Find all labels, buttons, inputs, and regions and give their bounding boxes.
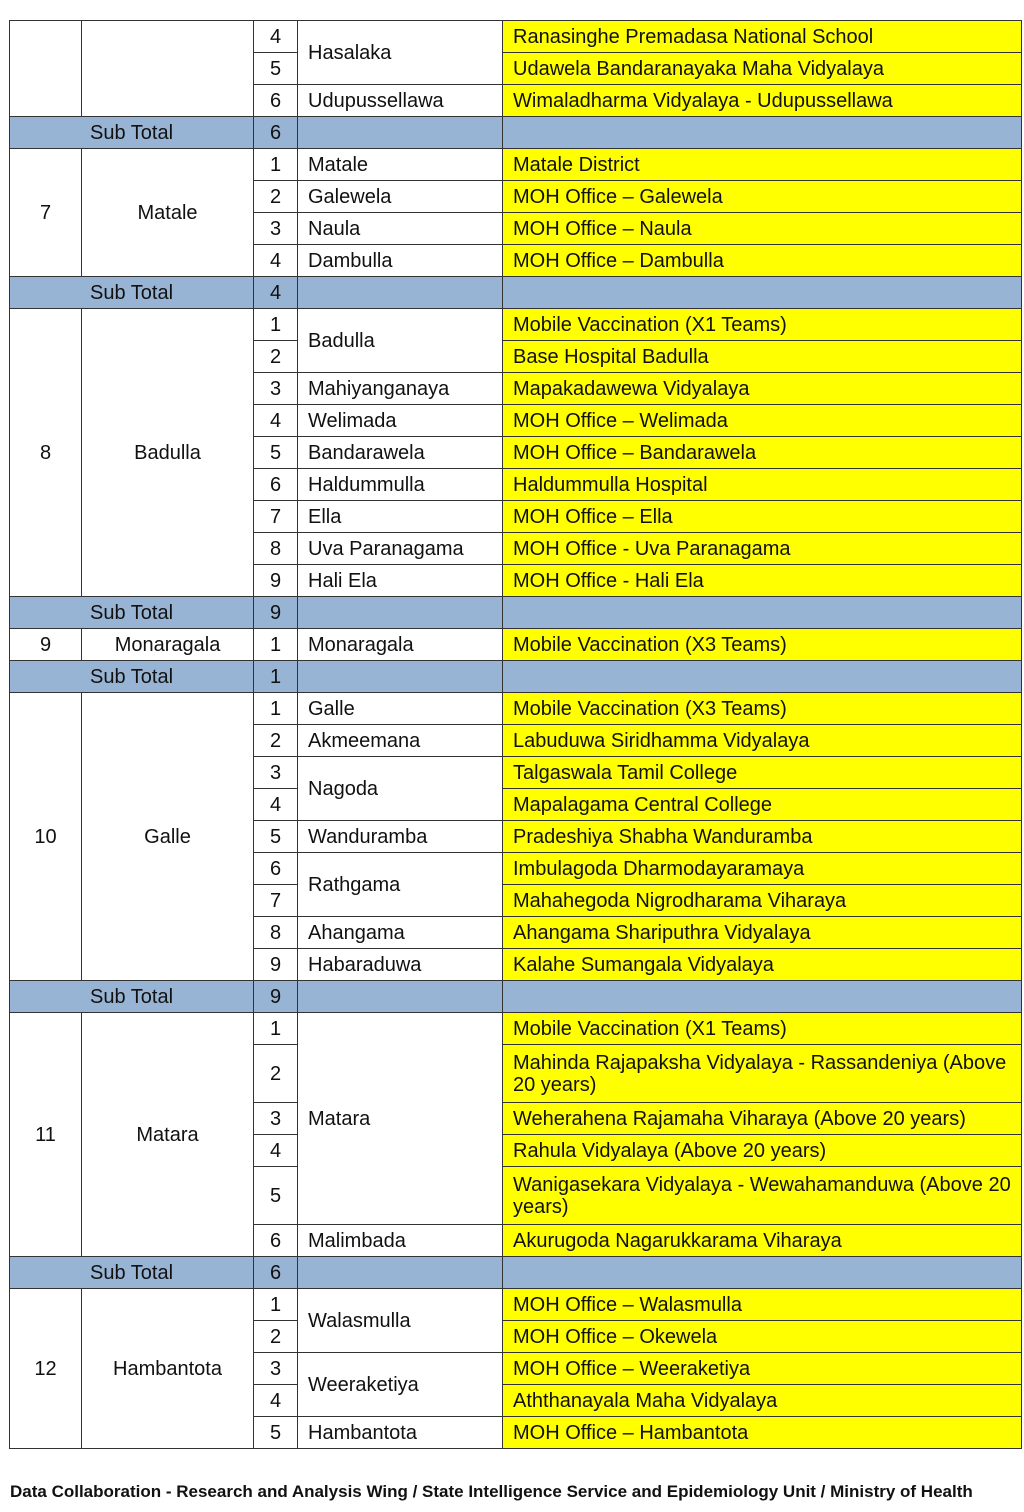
site-number: 2 (254, 1045, 298, 1103)
vaccination-location: Ahangama Shariputhra Vidyalaya (503, 917, 1022, 949)
district-number: 7 (10, 149, 82, 277)
vaccination-location: MOH Office – Dambulla (503, 245, 1022, 277)
table-row (10, 693, 1022, 725)
empty-cell (503, 597, 1022, 629)
empty-cell (503, 117, 1022, 149)
vaccination-location: Ranasinghe Premadasa National School (503, 21, 1022, 53)
vaccination-location: Mobile Vaccination (X1 Teams) (503, 309, 1022, 341)
site-number: 8 (254, 917, 298, 949)
site-number: 4 (254, 21, 298, 53)
district-number: 10 (10, 693, 82, 981)
vaccination-location: Matale District (503, 149, 1022, 181)
site-number: 6 (254, 85, 298, 117)
site-number: 4 (254, 789, 298, 821)
empty-cell (298, 277, 503, 309)
subtotal-row (10, 1257, 1022, 1289)
site-number: 5 (254, 1417, 298, 1449)
vaccination-location: MOH Office – Ella (503, 501, 1022, 533)
district-number: 12 (10, 1289, 82, 1449)
moh-area: Bandarawela (298, 437, 503, 469)
district-name (82, 21, 254, 117)
vaccination-location: Mobile Vaccination (X3 Teams) (503, 693, 1022, 725)
vaccination-location: MOH Office – Weeraketiya (503, 1353, 1022, 1385)
vaccination-location: Haldummulla Hospital (503, 469, 1022, 501)
empty-cell (298, 981, 503, 1013)
subtotal-label: Sub Total (10, 277, 254, 309)
vaccination-location: Wimaladharma Vidyalaya - Udupussellawa (503, 85, 1022, 117)
vaccination-location: Imbulagoda Dharmodayaramaya (503, 853, 1022, 885)
moh-area: Malimbada (298, 1225, 503, 1257)
site-number: 4 (254, 1135, 298, 1167)
moh-area: Hasalaka (298, 21, 503, 85)
site-number: 5 (254, 437, 298, 469)
site-number: 5 (254, 821, 298, 853)
vaccination-location: Wanigasekara Vidyalaya - Wewahamanduwa (Above 20 years) (503, 1167, 1022, 1225)
moh-area: Weeraketiya (298, 1353, 503, 1417)
moh-area: Uva Paranagama (298, 533, 503, 565)
site-number: 3 (254, 213, 298, 245)
vaccination-location: Mahahegoda Nigrodharama Viharaya (503, 885, 1022, 917)
subtotal-value: 9 (254, 597, 298, 629)
district-name: Matara (82, 1013, 254, 1257)
district-number: 9 (10, 629, 82, 661)
site-number: 3 (254, 1353, 298, 1385)
moh-area: Rathgama (298, 853, 503, 917)
table-row (10, 1289, 1022, 1321)
site-number: 2 (254, 341, 298, 373)
vaccination-location: Weherahena Rajamaha Viharaya (Above 20 years) (503, 1103, 1022, 1135)
moh-area: Naula (298, 213, 503, 245)
district-name: Galle (82, 693, 254, 981)
district-number: 8 (10, 309, 82, 597)
vaccination-location: Talgaswala Tamil College (503, 757, 1022, 789)
moh-area: Ella (298, 501, 503, 533)
moh-area: Nagoda (298, 757, 503, 821)
moh-area: Akmeemana (298, 725, 503, 757)
table-row (10, 309, 1022, 341)
table-row (10, 629, 1022, 661)
vaccination-location: Aththanayala Maha Vidyalaya (503, 1385, 1022, 1417)
site-number: 9 (254, 565, 298, 597)
subtotal-value: 1 (254, 661, 298, 693)
table-row (10, 21, 1022, 53)
site-number: 1 (254, 309, 298, 341)
subtotal-label: Sub Total (10, 597, 254, 629)
site-number: 1 (254, 1289, 298, 1321)
vaccination-location: Akurugoda Nagarukkarama Viharaya (503, 1225, 1022, 1257)
vaccination-location: Rahula Vidyalaya (Above 20 years) (503, 1135, 1022, 1167)
site-number: 9 (254, 949, 298, 981)
moh-area: Wanduramba (298, 821, 503, 853)
subtotal-row (10, 661, 1022, 693)
moh-area: Galle (298, 693, 503, 725)
vaccination-location: MOH Office – Naula (503, 213, 1022, 245)
moh-area: Hali Ela (298, 565, 503, 597)
empty-cell (503, 1257, 1022, 1289)
site-number: 1 (254, 1013, 298, 1045)
site-number: 7 (254, 501, 298, 533)
site-number: 8 (254, 533, 298, 565)
subtotal-label: Sub Total (10, 1257, 254, 1289)
vaccination-location: MOH Office - Uva Paranagama (503, 533, 1022, 565)
table-row (10, 1013, 1022, 1045)
moh-area: Udupussellawa (298, 85, 503, 117)
site-number: 4 (254, 405, 298, 437)
site-number: 3 (254, 1103, 298, 1135)
vaccination-location: Mobile Vaccination (X1 Teams) (503, 1013, 1022, 1045)
site-number: 3 (254, 373, 298, 405)
vaccination-location: MOH Office – Bandarawela (503, 437, 1022, 469)
vaccination-location: Mapalagama Central College (503, 789, 1022, 821)
vaccination-location: Pradeshiya Shabha Wanduramba (503, 821, 1022, 853)
site-number: 2 (254, 725, 298, 757)
footer-credit: Data Collaboration - Research and Analysis Wing / State Intelligence Service and Epidemiology Unit / Ministry of Health (10, 1482, 973, 1501)
district-name: Monaragala (82, 629, 254, 661)
vaccination-location: Labuduwa Siridhamma Vidyalaya (503, 725, 1022, 757)
empty-cell (298, 661, 503, 693)
vaccination-location: Kalahe Sumangala Vidyalaya (503, 949, 1022, 981)
vaccination-location: Mapakadawewa Vidyalaya (503, 373, 1022, 405)
site-number: 4 (254, 1385, 298, 1417)
table-row (10, 149, 1022, 181)
vaccination-location: Mahinda Rajapaksha Vidyalaya - Rassandeniya (Above 20 years) (503, 1045, 1022, 1103)
subtotal-value: 6 (254, 1257, 298, 1289)
moh-area: Monaragala (298, 629, 503, 661)
subtotal-label: Sub Total (10, 661, 254, 693)
moh-area: Matale (298, 149, 503, 181)
table-body (10, 21, 1022, 1449)
subtotal-label: Sub Total (10, 117, 254, 149)
site-number: 5 (254, 1167, 298, 1225)
subtotal-value: 4 (254, 277, 298, 309)
moh-area: Matara (298, 1013, 503, 1225)
vaccination-location: MOH Office – Okewela (503, 1321, 1022, 1353)
site-number: 6 (254, 469, 298, 501)
site-number: 2 (254, 1321, 298, 1353)
moh-area: Galewela (298, 181, 503, 213)
vaccination-location: Base Hospital Badulla (503, 341, 1022, 373)
vaccination-location: MOH Office – Welimada (503, 405, 1022, 437)
empty-cell (298, 597, 503, 629)
moh-area: Habaraduwa (298, 949, 503, 981)
site-number: 3 (254, 757, 298, 789)
subtotal-row (10, 117, 1022, 149)
vaccination-location: Udawela Bandaranayaka Maha Vidyalaya (503, 53, 1022, 85)
moh-area: Badulla (298, 309, 503, 373)
subtotal-row (10, 277, 1022, 309)
site-number: 5 (254, 53, 298, 85)
subtotal-label: Sub Total (10, 981, 254, 1013)
subtotal-row (10, 597, 1022, 629)
district-number (10, 21, 82, 117)
vaccination-location: MOH Office - Hali Ela (503, 565, 1022, 597)
moh-area: Dambulla (298, 245, 503, 277)
moh-area: Mahiyanganaya (298, 373, 503, 405)
site-number: 6 (254, 853, 298, 885)
site-number: 1 (254, 149, 298, 181)
site-number: 7 (254, 885, 298, 917)
site-number: 2 (254, 181, 298, 213)
empty-cell (503, 981, 1022, 1013)
site-number: 4 (254, 245, 298, 277)
subtotal-row (10, 981, 1022, 1013)
empty-cell (503, 661, 1022, 693)
vaccination-location: MOH Office – Walasmulla (503, 1289, 1022, 1321)
moh-area: Welimada (298, 405, 503, 437)
empty-cell (298, 117, 503, 149)
site-number: 1 (254, 693, 298, 725)
vaccination-location: Mobile Vaccination (X3 Teams) (503, 629, 1022, 661)
subtotal-value: 6 (254, 117, 298, 149)
site-number: 1 (254, 629, 298, 661)
site-number: 6 (254, 1225, 298, 1257)
vaccination-location: MOH Office – Hambantota (503, 1417, 1022, 1449)
district-number: 11 (10, 1013, 82, 1257)
moh-area: Haldummulla (298, 469, 503, 501)
district-name: Hambantota (82, 1289, 254, 1449)
empty-cell (503, 277, 1022, 309)
moh-area: Hambantota (298, 1417, 503, 1449)
district-name: Badulla (82, 309, 254, 597)
vaccination-location: MOH Office – Galewela (503, 181, 1022, 213)
moh-area: Ahangama (298, 917, 503, 949)
subtotal-value: 9 (254, 981, 298, 1013)
moh-area: Walasmulla (298, 1289, 503, 1353)
district-name: Matale (82, 149, 254, 277)
empty-cell (298, 1257, 503, 1289)
vaccination-centres-table (9, 20, 1022, 1449)
